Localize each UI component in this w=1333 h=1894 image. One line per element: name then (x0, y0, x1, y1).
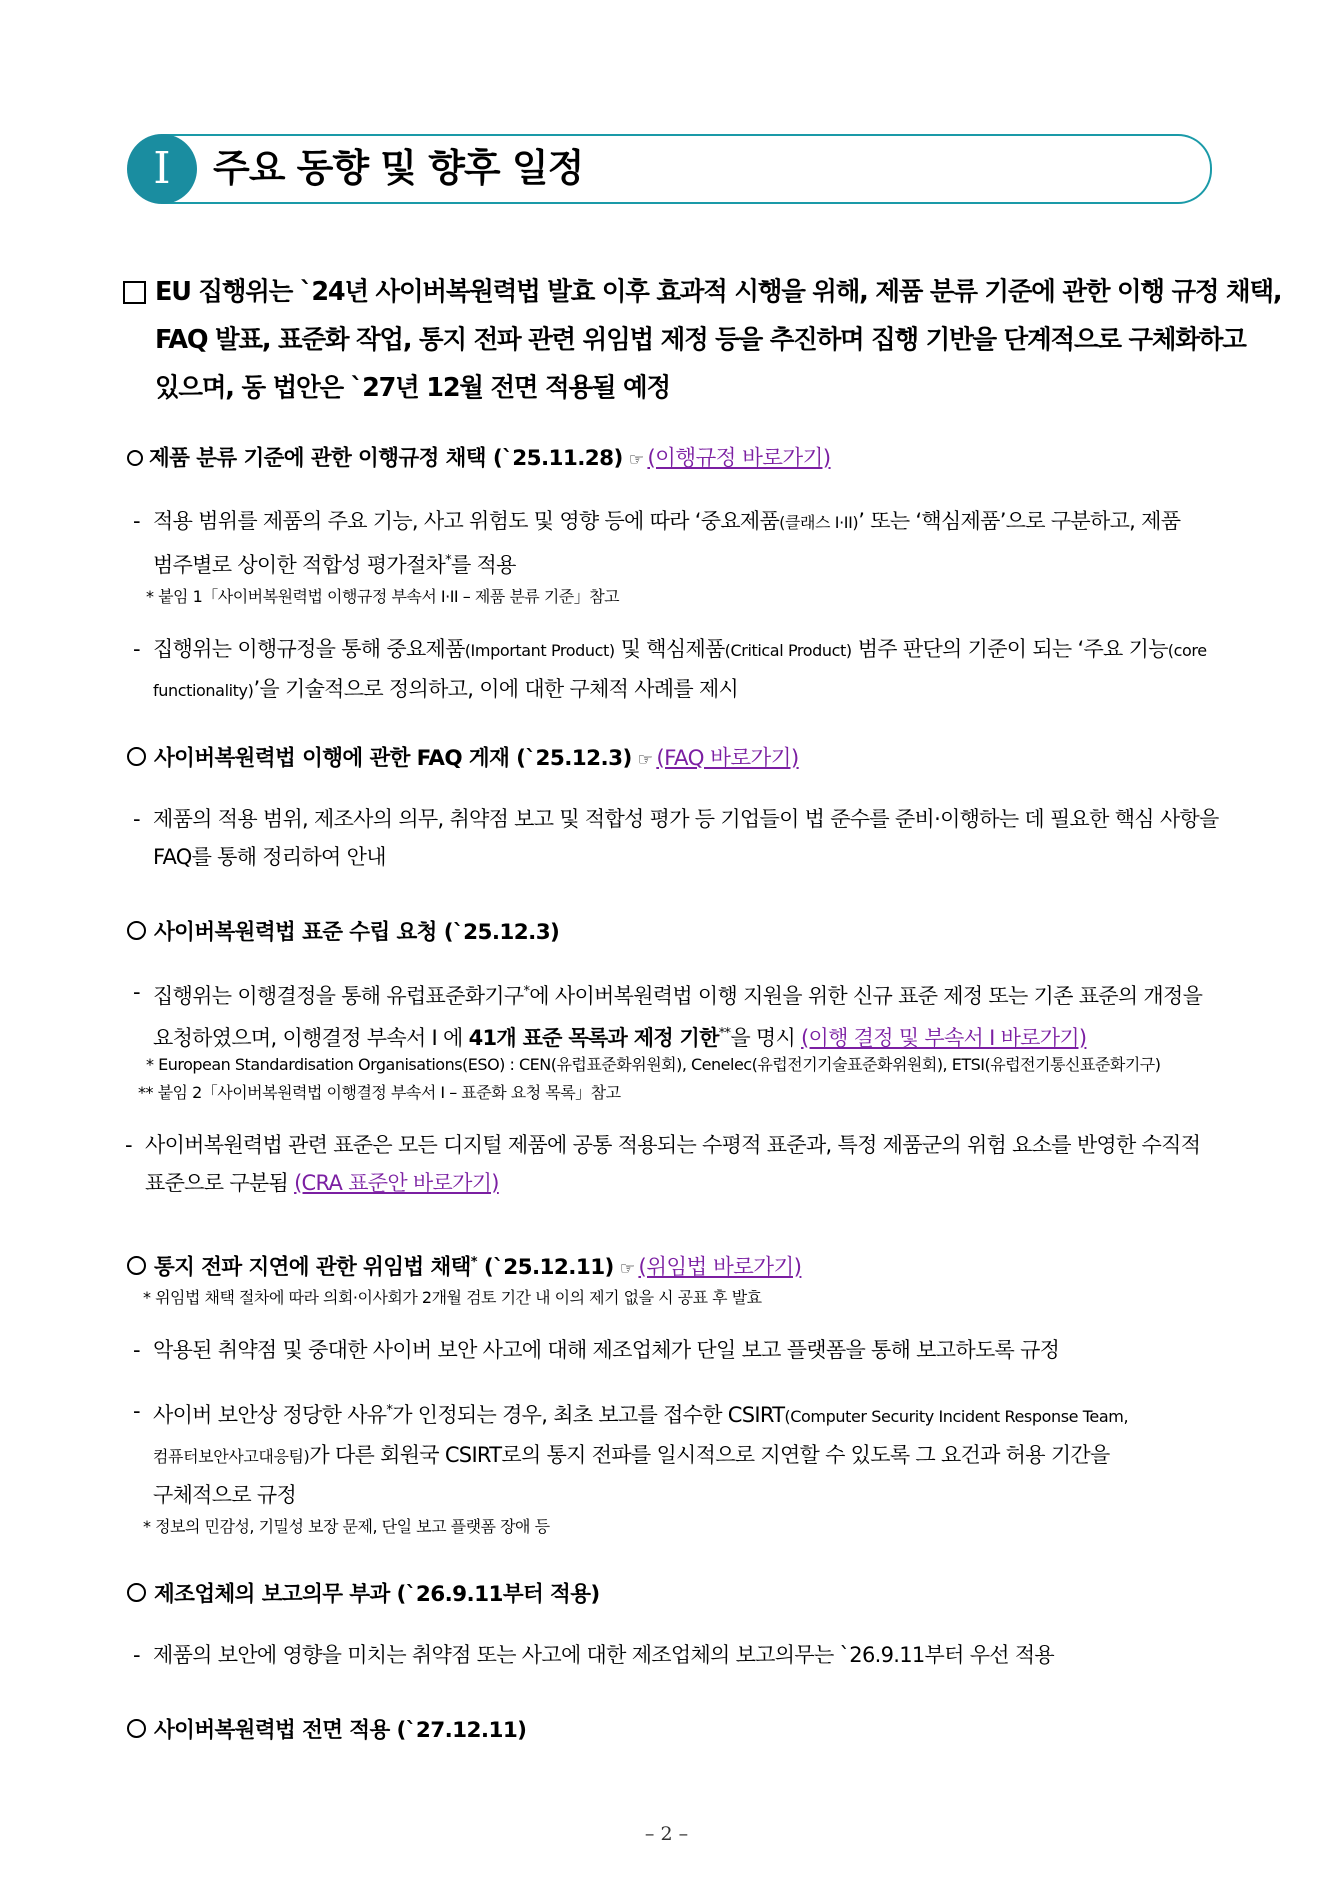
pointing-hand-icon: ☞ (628, 450, 644, 470)
item-text: 요청하였으며, 이행결정 부속서 I 에 (153, 1026, 469, 1050)
page-number: – 2 – (644, 1823, 689, 1845)
implementing-decision-link[interactable]: (이행 결정 및 부속서 I 바로가기) (801, 1026, 1087, 1050)
item-text: 를 적용 (450, 553, 516, 577)
list-item (133, 630, 1217, 710)
square-bullet-icon (123, 281, 146, 304)
list-item (125, 1126, 1209, 1202)
dash-bullet: - (125, 1133, 132, 1157)
item-text-bold: 41개 표준 목록과 제정 기한 (468, 1026, 719, 1050)
list-item (133, 502, 1217, 584)
footnote: * 붙임 1「사이버복원력법 이행규정 부속서 I·II – 제품 분류 기준」참고 (146, 587, 620, 606)
item-text: FAQ를 통해 정리하여 안내 (153, 845, 386, 869)
item-text: 사이버복원력법 관련 표준은 모든 디지털 제품에 공통 적용되는 수평적 표준과, 특정 제품군의 위험 요소를 반영한 수직적 (145, 1133, 1201, 1157)
cra-standard-link[interactable]: (CRA 표준안 바로가기) (294, 1171, 499, 1195)
footnote-marker: * (523, 984, 530, 999)
item-text: 제품의 적용 범위, 제조사의 의무, 취약점 보고 및 적합성 평가 등 기업들이 법 준수를 준비·이행하는 데 필요한 핵심 사항을 (153, 807, 1219, 831)
circle-bullet-icon (127, 1256, 146, 1275)
dash-bullet: - (133, 1643, 140, 1667)
subsection-title: 사이버복원력법 표준 수립 요청 (`25.12.3) (154, 920, 560, 945)
footnote-marker: * (445, 553, 451, 568)
subsection-heading (127, 744, 799, 775)
dash-bullet: - (133, 1399, 140, 1423)
footnote-marker: * (386, 1403, 393, 1418)
item-text-small: functionality) (153, 681, 254, 700)
circle-bullet-icon (127, 450, 143, 466)
dash-bullet: - (133, 807, 140, 831)
subsection-heading (127, 1580, 600, 1610)
pointing-hand-icon: ☞ (619, 1259, 635, 1280)
item-text: 범주 판단의 기준이 되는 ‘주요 기능 (851, 637, 1168, 661)
dash-bullet: - (133, 980, 140, 1004)
circle-bullet-icon (127, 1719, 146, 1738)
dash-bullet: - (133, 509, 140, 533)
item-text: ’ 또는 ‘핵심제품’으로 구분하고, 제품 (858, 509, 1181, 533)
item-text: ’을 기술적으로 정의하고, 이에 대한 구체적 사례를 제시 (253, 677, 739, 701)
list-item (133, 973, 1217, 1057)
item-text: 가 다른 회원국 CSIRT로의 통지 전파를 일시적으로 지연할 수 있도록 그 요건과 허용 기간을 (309, 1443, 1110, 1467)
dash-bullet: - (133, 1338, 140, 1362)
circle-bullet-icon (127, 921, 146, 940)
item-text: 및 핵심제품 (614, 637, 725, 661)
item-text-small: (Important Product) (464, 641, 615, 660)
list-item (133, 800, 1217, 876)
subsection-title: 사이버복원력법 전면 적용 (`27.12.11) (154, 1718, 527, 1743)
subsection-title: 제조업체의 보고의무 부과 (`26.9.11부터 적용) (154, 1582, 600, 1607)
delegated-act-link[interactable]: (위임법 바로가기) (638, 1255, 802, 1281)
subsection-date: (`25.12.11) (477, 1255, 614, 1281)
item-text: 사이버 보안상 정당한 사유 (153, 1403, 387, 1427)
intro-line: FAQ 발표, 표준화 작업, 통지 전파 관련 위임법 제정 등을 추진하며 집행 기반을 단계적으로 구체화하고 (155, 325, 1246, 355)
subsection-heading (127, 1716, 526, 1746)
list-item (133, 1392, 1217, 1514)
faq-link[interactable]: (FAQ 바로가기) (656, 746, 799, 771)
section-header (127, 134, 1212, 202)
subsection-heading (127, 444, 831, 475)
intro-line: EU 집행위는 `24년 사이버복원력법 발효 이후 효과적 시행을 위해, 제품 분류 기준에 관한 이행 규정 채택, (155, 277, 1282, 307)
footnote: * 정보의 민감성, 기밀성 보장 문제, 단일 보고 플랫폼 장애 등 (143, 1517, 550, 1536)
item-text: 구체적으로 규정 (153, 1483, 297, 1507)
dash-bullet: - (133, 637, 140, 661)
section-title: 주요 동향 및 향후 일정 (213, 146, 584, 190)
pointing-hand-icon: ☞ (637, 750, 653, 770)
footnote: * European Standardisation Organisations(ESO) : CEN(유럽표준화위원회), Cenelec(유럽전기기술표준화위원회), ETSI(유럽전기통신표준화기구) (146, 1055, 1161, 1074)
subsection-title: 제품 분류 기준에 관한 이행규정 채택 (`25.11.28) (149, 446, 623, 471)
item-text: 악용된 취약점 및 중대한 사이버 보안 사고에 대해 제조업체가 단일 보고 플랫폼을 통해 보고하도록 규정 (153, 1338, 1060, 1362)
item-text: 적용 범위를 제품의 주요 기능, 사고 위험도 및 영향 등에 따라 ‘중요제품 (153, 509, 780, 533)
item-text: 집행위는 이행규정을 통해 중요제품 (153, 637, 465, 661)
item-text-small: (Critical Product) (724, 641, 852, 660)
item-text: 에 사이버복원력법 이행 지원을 위한 신규 표준 제정 또는 기존 표준의 개정을 (529, 984, 1203, 1008)
item-text: 집행위는 이행결정을 통해 유럽표준화기구 (153, 984, 524, 1008)
subsection-heading (127, 1248, 801, 1284)
implementing-regulation-link[interactable]: (이행규정 바로가기) (647, 446, 831, 471)
subsection-title: 사이버복원력법 이행에 관한 FAQ 게재 (`25.12.3) (154, 746, 632, 771)
intro-line: 있으며, 동 법안은 `27년 12월 전면 적용될 예정 (155, 373, 670, 403)
footnote: * 위임법 채택 절차에 따라 의회·이사회가 2개월 검토 기간 내 이의 제기 없을 시 공표 후 발효 (143, 1288, 762, 1307)
footnote-marker: * (470, 1255, 477, 1270)
item-text-small: 컴퓨터보안사고대응팀) (153, 1447, 310, 1466)
footnote: ** 붙임 2「사이버복원력법 이행결정 부속서 I – 표준화 요청 목록」참고 (138, 1083, 621, 1102)
circle-bullet-icon (127, 747, 146, 766)
item-text-small: (클래스 I·II) (779, 513, 859, 532)
list-item (133, 1636, 1217, 1674)
subsection-title: 통지 전파 지연에 관한 위임법 채택 (154, 1255, 471, 1281)
section-numeral-badge: I (127, 134, 197, 204)
intro-paragraph (123, 268, 1282, 412)
circle-bullet-icon (127, 1583, 146, 1602)
item-text: 을 명시 (730, 1026, 802, 1050)
item-text-small: (core (1167, 641, 1207, 660)
list-item (133, 1331, 1217, 1369)
item-text: 범주별로 상이한 적합성 평가절차 (153, 553, 446, 577)
item-text: 가 인정되는 경우, 최초 보고를 접수한 CSIRT (392, 1403, 785, 1427)
item-text-small: (Computer Security Incident Response Team, (784, 1407, 1129, 1426)
item-text: 제품의 보안에 영향을 미치는 취약점 또는 사고에 대한 제조업체의 보고의무는 `26.9.11부터 우선 적용 (153, 1643, 1055, 1667)
footnote-marker: ** (718, 1026, 731, 1041)
item-text: 표준으로 구분됨 (145, 1171, 295, 1195)
subsection-heading (127, 918, 559, 948)
